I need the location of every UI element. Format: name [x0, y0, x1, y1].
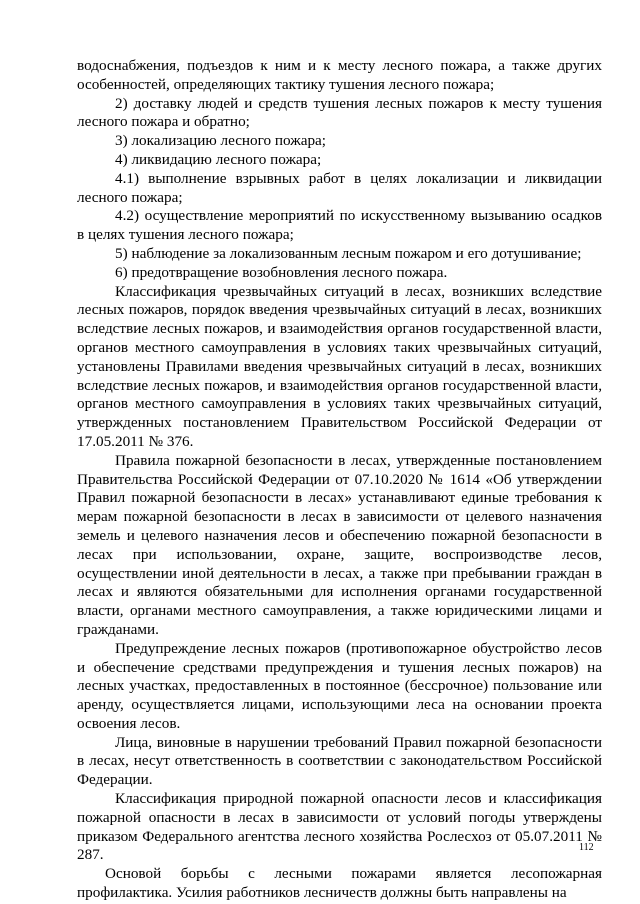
list-item-3: 3) локализацию лесного пожара; [115, 132, 327, 150]
paragraph-emergency-classification: Классификация чрезвычайных ситуаций в лесах, возникших вследствие лесных пожаров, порядок введения чрезвычайных ситуаций в лесах, возникших вследствие лесных пожаров, и взаимодействия органов государственной власти, органов местного самоуправления в условиях таких чрезвычайных ситуаций, установлены Правилами введения чрезвычайных ситуаций в лесах, возникших вследствие лесных пожаров, и взаимодействия органов государственной власти, органов местного самоуправления в условиях таких чрезвычайных ситуаций, утвержденных постановлением Правительством Российской Федерации от 17.05.2011 № 376. [77, 282, 602, 450]
page-number: 112 [579, 842, 594, 853]
document-body [77, 57, 602, 903]
list-item-5: 5) наблюдение за локализованным лесным пожаром и его дотушивание; [115, 244, 582, 262]
list-item-4: 4) ликвидацию лесного пожара; [115, 150, 322, 168]
list-item-4-2: 4.2) осуществление мероприятий по искусственному вызыванию осадков в целях тушения лесного пожара; [77, 207, 602, 244]
list-item-2: 2) доставку людей и средств тушения лесных пожаров к месту тушения лесного пожара и обратно; [77, 94, 602, 131]
list-item-4-1: 4.1) выполнение взрывных работ в целях локализации и ликвидации лесного пожара; [77, 169, 602, 206]
paragraph-continuation: водоснабжения, подъездов к ним и к месту лесного пожара, а также других особенностей, определяющих тактику тушения лесного пожара; [77, 57, 602, 93]
paragraph-fire-safety-rules: Правила пожарной безопасности в лесах, утвержденные постановлением Правительства Российской Федерации от 07.10.2020 № 1614 «Об утверждении Правил пожарной безопасности в лесах» устанавливают единые требования к мерам пожарной безопасности в лесах в зависимости от целевого назначения земель и целевого назначения лесов и обеспечению пожарной безопасности в лесах при использовании, охране, защите, воспроизводстве лесов, осуществлении иной деятельности в лесах, а также при пребывании граждан в лесах и являются обязательными для исполнения органами государственной власти, органами местного самоуправления, а также юридическими лицами и гражданами. [77, 451, 602, 638]
paragraph-fire-prevention: Предупреждение лесных пожаров (противопожарное обустройство лесов и обеспечение средствами предупреждения и тушения лесных пожаров) на лесных участках, предоставленных в постоянное (бессрочное) пользование или аренду, осуществляется лицами, использующими леса на основании проекта освоения лесов. [77, 639, 602, 732]
paragraph-hazard-classification: Классификация природной пожарной опасности лесов и классификация пожарной опасности в лесах в зависимости от условий погоды утверждены приказом Федерального агентства лесного хозяйства Рослесхоз от 05.07.2011 № 287. [77, 790, 602, 864]
paragraph-liability: Лица, виновные в нарушении требований Правил пожарной безопасности в лесах, несут ответственность в соответствии с законодательством Российской Федерации. [77, 733, 602, 789]
list-item-6: 6) предотвращение возобновления лесного пожара. [115, 263, 448, 281]
paragraph-prevention-basis: Основой борьбы с лесными пожарами является лесопожарная профилактика. Усилия работников лесничеств должны быть направлены на [77, 865, 602, 902]
